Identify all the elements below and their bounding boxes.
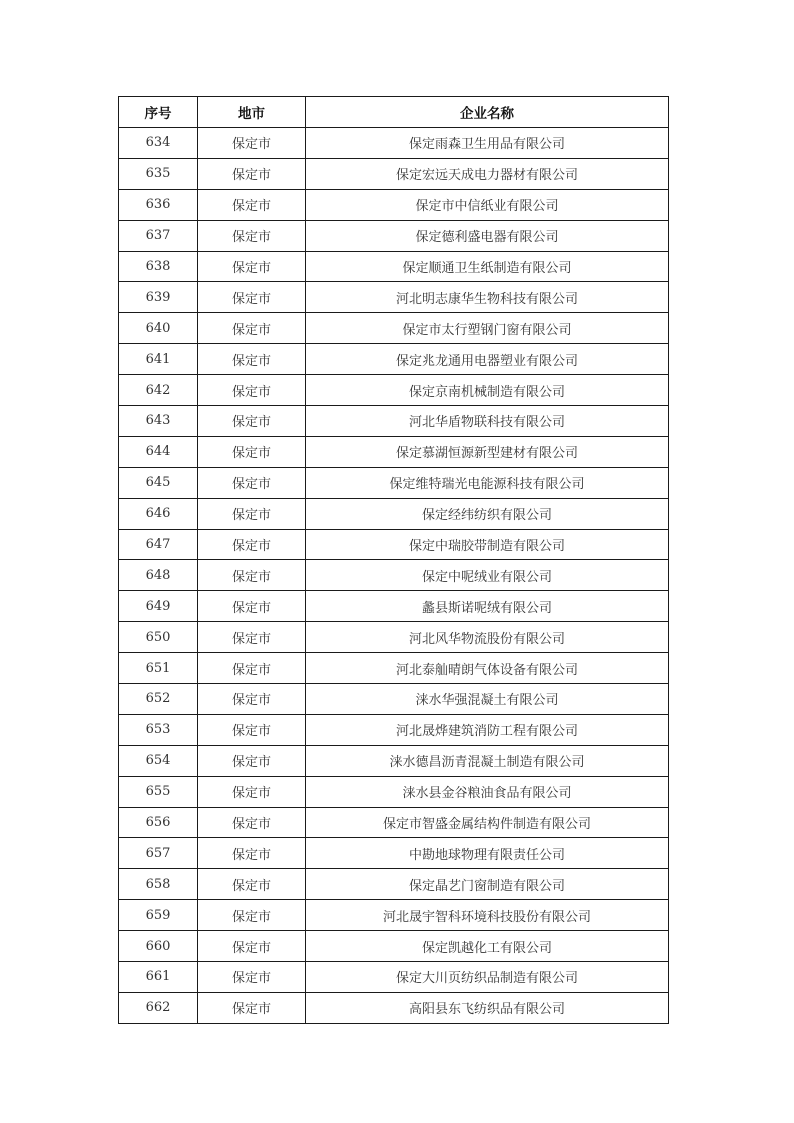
table-row [119, 529, 669, 560]
table-row [119, 653, 669, 684]
serial-number-cell: 643 [119, 406, 198, 437]
company-name-cell: 保定市中信纸业有限公司 [306, 189, 669, 220]
company-name-cell: 保定雨森卫生用品有限公司 [306, 128, 669, 159]
table-row [119, 282, 669, 313]
serial-number-cell: 652 [119, 684, 198, 715]
serial-number-cell: 661 [119, 962, 198, 993]
city-cell: 保定市 [198, 220, 306, 251]
company-name-cell: 河北泰舢晴朗气体设备有限公司 [306, 653, 669, 684]
table-row [119, 189, 669, 220]
table-row [119, 498, 669, 529]
table-row [119, 467, 669, 498]
serial-number-cell: 644 [119, 436, 198, 467]
serial-number-cell: 658 [119, 869, 198, 900]
table-row [119, 962, 669, 993]
serial-number-cell: 647 [119, 529, 198, 560]
serial-number-cell: 637 [119, 220, 198, 251]
serial-number-cell: 654 [119, 745, 198, 776]
company-name-cell: 保定中呢绒业有限公司 [306, 560, 669, 591]
serial-number-cell: 648 [119, 560, 198, 591]
table-row [119, 900, 669, 931]
company-name-cell: 保定凯越化工有限公司 [306, 931, 669, 962]
company-name-cell: 涞水县金谷粮油食品有限公司 [306, 776, 669, 807]
table-row [119, 560, 669, 591]
city-cell: 保定市 [198, 467, 306, 498]
table-row [119, 776, 669, 807]
table-row [119, 436, 669, 467]
city-cell: 保定市 [198, 498, 306, 529]
city-cell: 保定市 [198, 992, 306, 1023]
company-name-cell: 涞水华强混凝土有限公司 [306, 684, 669, 715]
header-company-name: 企业名称 [306, 97, 669, 128]
serial-number-cell: 640 [119, 313, 198, 344]
city-cell: 保定市 [198, 931, 306, 962]
serial-number-cell: 656 [119, 807, 198, 838]
serial-number-cell: 635 [119, 158, 198, 189]
city-cell: 保定市 [198, 714, 306, 745]
table-header-row [119, 97, 669, 128]
table-row [119, 869, 669, 900]
company-name-cell: 保定宏远天成电力器材有限公司 [306, 158, 669, 189]
city-cell: 保定市 [198, 622, 306, 653]
company-name-cell: 中勘地球物理有限责任公司 [306, 838, 669, 869]
city-cell: 保定市 [198, 776, 306, 807]
city-cell: 保定市 [198, 560, 306, 591]
company-name-cell: 保定顺通卫生纸制造有限公司 [306, 251, 669, 282]
city-cell: 保定市 [198, 838, 306, 869]
table-row [119, 406, 669, 437]
company-name-cell: 保定经纬纺织有限公司 [306, 498, 669, 529]
company-name-cell: 保定晶艺门窗制造有限公司 [306, 869, 669, 900]
city-cell: 保定市 [198, 869, 306, 900]
company-name-cell: 保定市太行塑钢门窗有限公司 [306, 313, 669, 344]
serial-number-cell: 641 [119, 344, 198, 375]
serial-number-cell: 649 [119, 591, 198, 622]
serial-number-cell: 646 [119, 498, 198, 529]
table-row [119, 931, 669, 962]
company-name-cell: 蠡县斯诺呢绒有限公司 [306, 591, 669, 622]
table-row [119, 838, 669, 869]
city-cell: 保定市 [198, 529, 306, 560]
city-cell: 保定市 [198, 344, 306, 375]
company-name-cell: 保定慕湖恒源新型建材有限公司 [306, 436, 669, 467]
city-cell: 保定市 [198, 251, 306, 282]
company-name-cell: 河北明志康华生物科技有限公司 [306, 282, 669, 313]
table-row [119, 745, 669, 776]
serial-number-cell: 636 [119, 189, 198, 220]
city-cell: 保定市 [198, 128, 306, 159]
table-row [119, 992, 669, 1023]
table-row [119, 591, 669, 622]
company-name-cell: 高阳县东飞纺织品有限公司 [306, 992, 669, 1023]
serial-number-cell: 655 [119, 776, 198, 807]
company-name-cell: 保定中瑞胶带制造有限公司 [306, 529, 669, 560]
table-row [119, 375, 669, 406]
table-row [119, 251, 669, 282]
table-row [119, 344, 669, 375]
serial-number-cell: 638 [119, 251, 198, 282]
serial-number-cell: 653 [119, 714, 198, 745]
company-name-cell: 涞水德昌沥青混凝土制造有限公司 [306, 745, 669, 776]
serial-number-cell: 651 [119, 653, 198, 684]
table-row [119, 714, 669, 745]
enterprise-list-table [118, 96, 669, 1024]
company-name-cell: 保定大川页纺织品制造有限公司 [306, 962, 669, 993]
city-cell: 保定市 [198, 406, 306, 437]
serial-number-cell: 650 [119, 622, 198, 653]
table-row [119, 128, 669, 159]
table-row [119, 220, 669, 251]
city-cell: 保定市 [198, 282, 306, 313]
city-cell: 保定市 [198, 684, 306, 715]
table-row [119, 158, 669, 189]
city-cell: 保定市 [198, 375, 306, 406]
city-cell: 保定市 [198, 745, 306, 776]
serial-number-cell: 662 [119, 992, 198, 1023]
table-body [119, 128, 669, 1024]
serial-number-cell: 660 [119, 931, 198, 962]
company-name-cell: 保定市智盛金属结构件制造有限公司 [306, 807, 669, 838]
company-name-cell: 河北风华物流股份有限公司 [306, 622, 669, 653]
company-name-cell: 保定德利盛电器有限公司 [306, 220, 669, 251]
city-cell: 保定市 [198, 436, 306, 467]
city-cell: 保定市 [198, 653, 306, 684]
table-row [119, 684, 669, 715]
serial-number-cell: 642 [119, 375, 198, 406]
serial-number-cell: 645 [119, 467, 198, 498]
serial-number-cell: 657 [119, 838, 198, 869]
city-cell: 保定市 [198, 900, 306, 931]
company-name-cell: 保定京南机械制造有限公司 [306, 375, 669, 406]
city-cell: 保定市 [198, 189, 306, 220]
company-name-cell: 河北晟烨建筑消防工程有限公司 [306, 714, 669, 745]
city-cell: 保定市 [198, 807, 306, 838]
table-row [119, 313, 669, 344]
table-row [119, 622, 669, 653]
serial-number-cell: 634 [119, 128, 198, 159]
table-row [119, 807, 669, 838]
city-cell: 保定市 [198, 591, 306, 622]
header-city: 地市 [198, 97, 306, 128]
city-cell: 保定市 [198, 313, 306, 344]
header-serial-number: 序号 [119, 97, 198, 128]
city-cell: 保定市 [198, 158, 306, 189]
serial-number-cell: 659 [119, 900, 198, 931]
company-name-cell: 河北华盾物联科技有限公司 [306, 406, 669, 437]
company-name-cell: 保定维特瑞光电能源科技有限公司 [306, 467, 669, 498]
city-cell: 保定市 [198, 962, 306, 993]
company-name-cell: 河北晟宇智科环境科技股份有限公司 [306, 900, 669, 931]
serial-number-cell: 639 [119, 282, 198, 313]
company-name-cell: 保定兆龙通用电器塑业有限公司 [306, 344, 669, 375]
